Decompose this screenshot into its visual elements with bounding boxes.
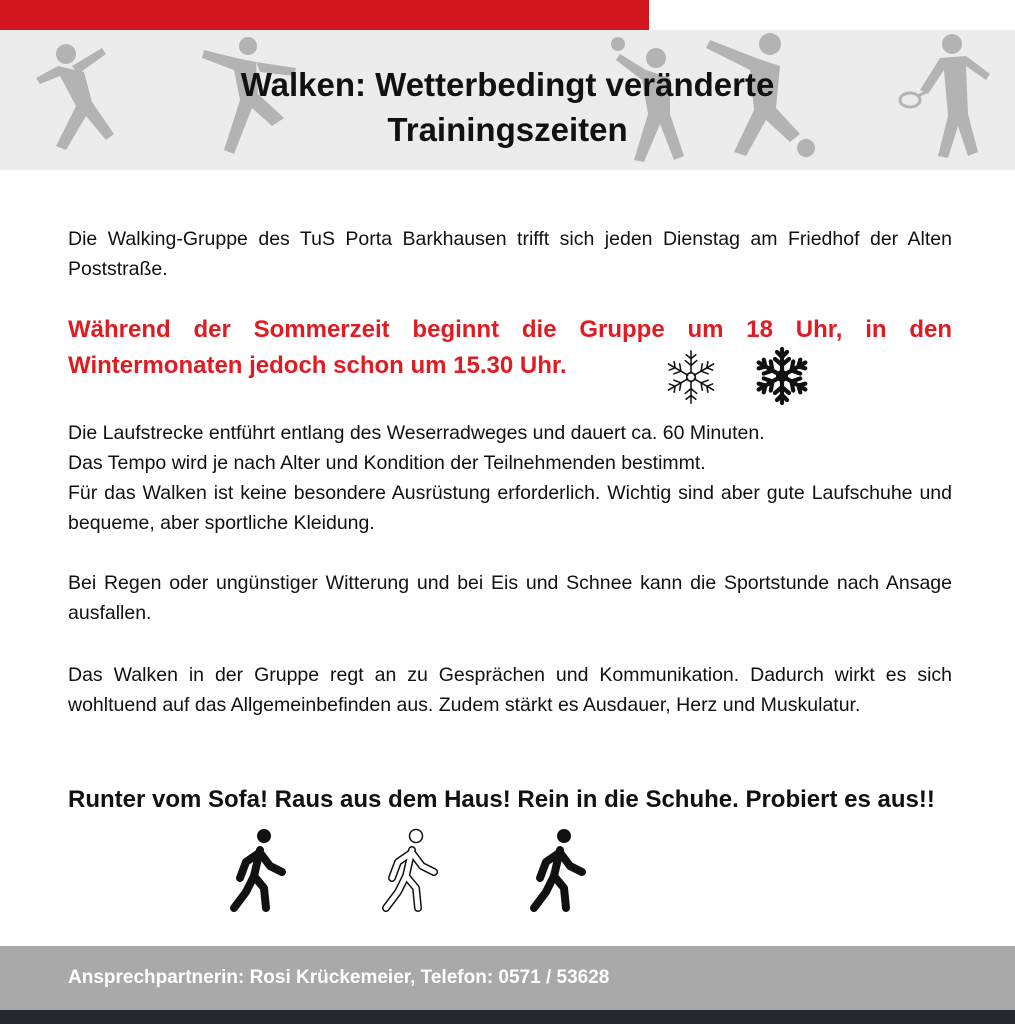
footer-bar (0, 946, 1015, 1010)
highlight-line-2: Wintermonaten jedoch schon um 15.30 Uhr. (68, 352, 567, 379)
walker-solid-icon (226, 826, 290, 914)
details-paragraph: Für das Walken ist keine besondere Ausrüstung erforderlich. Wichtig sind aber gute Laufschuhe und bequeme, aber sportliche Kleidung. (68, 482, 952, 534)
title-line-1: Walken: Wetterbedingt veränderte (240, 66, 775, 103)
title-line-2: Trainingszeiten (387, 111, 628, 148)
snowflake-solid-icon (752, 344, 812, 408)
highlight-text (68, 312, 952, 384)
walker-solid-icon (526, 826, 590, 914)
slogan-text: Runter vom Sofa! Raus aus dem Haus! Rein in die Schuhe. Probiert es aus!! (68, 786, 935, 813)
top-red-banner (0, 0, 649, 30)
walker-outline-icon (378, 826, 442, 914)
snowflake-outline-icon (662, 346, 720, 408)
bottom-dark-bar (0, 1010, 1015, 1024)
contact-info: Ansprechpartnerin: Rosi Krückemeier, Telefon: 0571 / 53628 (68, 967, 610, 988)
intro-paragraph: Die Walking-Gruppe des TuS Porta Barkhausen trifft sich jeden Dienstag am Friedhof der Alten Poststraße. (68, 228, 952, 280)
details-line-2: Das Tempo wird je nach Alter und Kondition der Teilnehmenden bestimmt. (68, 452, 706, 474)
highlight-line-1: Während der Sommerzeit beginnt die Gruppe um 18 Uhr, in den (68, 316, 952, 343)
details-line-1: Die Laufstrecke entführt entlang des Weserradweges und dauert ca. 60 Minuten. (68, 422, 765, 444)
page-title (0, 62, 1015, 152)
weather-paragraph: Bei Regen oder ungünstiger Witterung und bei Eis und Schnee kann die Sportstunde nach Ansage ausfallen. (68, 572, 952, 624)
benefits-paragraph: Das Walken in der Gruppe regt an zu Gesprächen und Kommunikation. Dadurch wirkt es sich wohltuend auf das Allgemeinbefinden aus. Zudem stärkt es Ausdauer, Herz und Muskulatur. (68, 664, 952, 716)
